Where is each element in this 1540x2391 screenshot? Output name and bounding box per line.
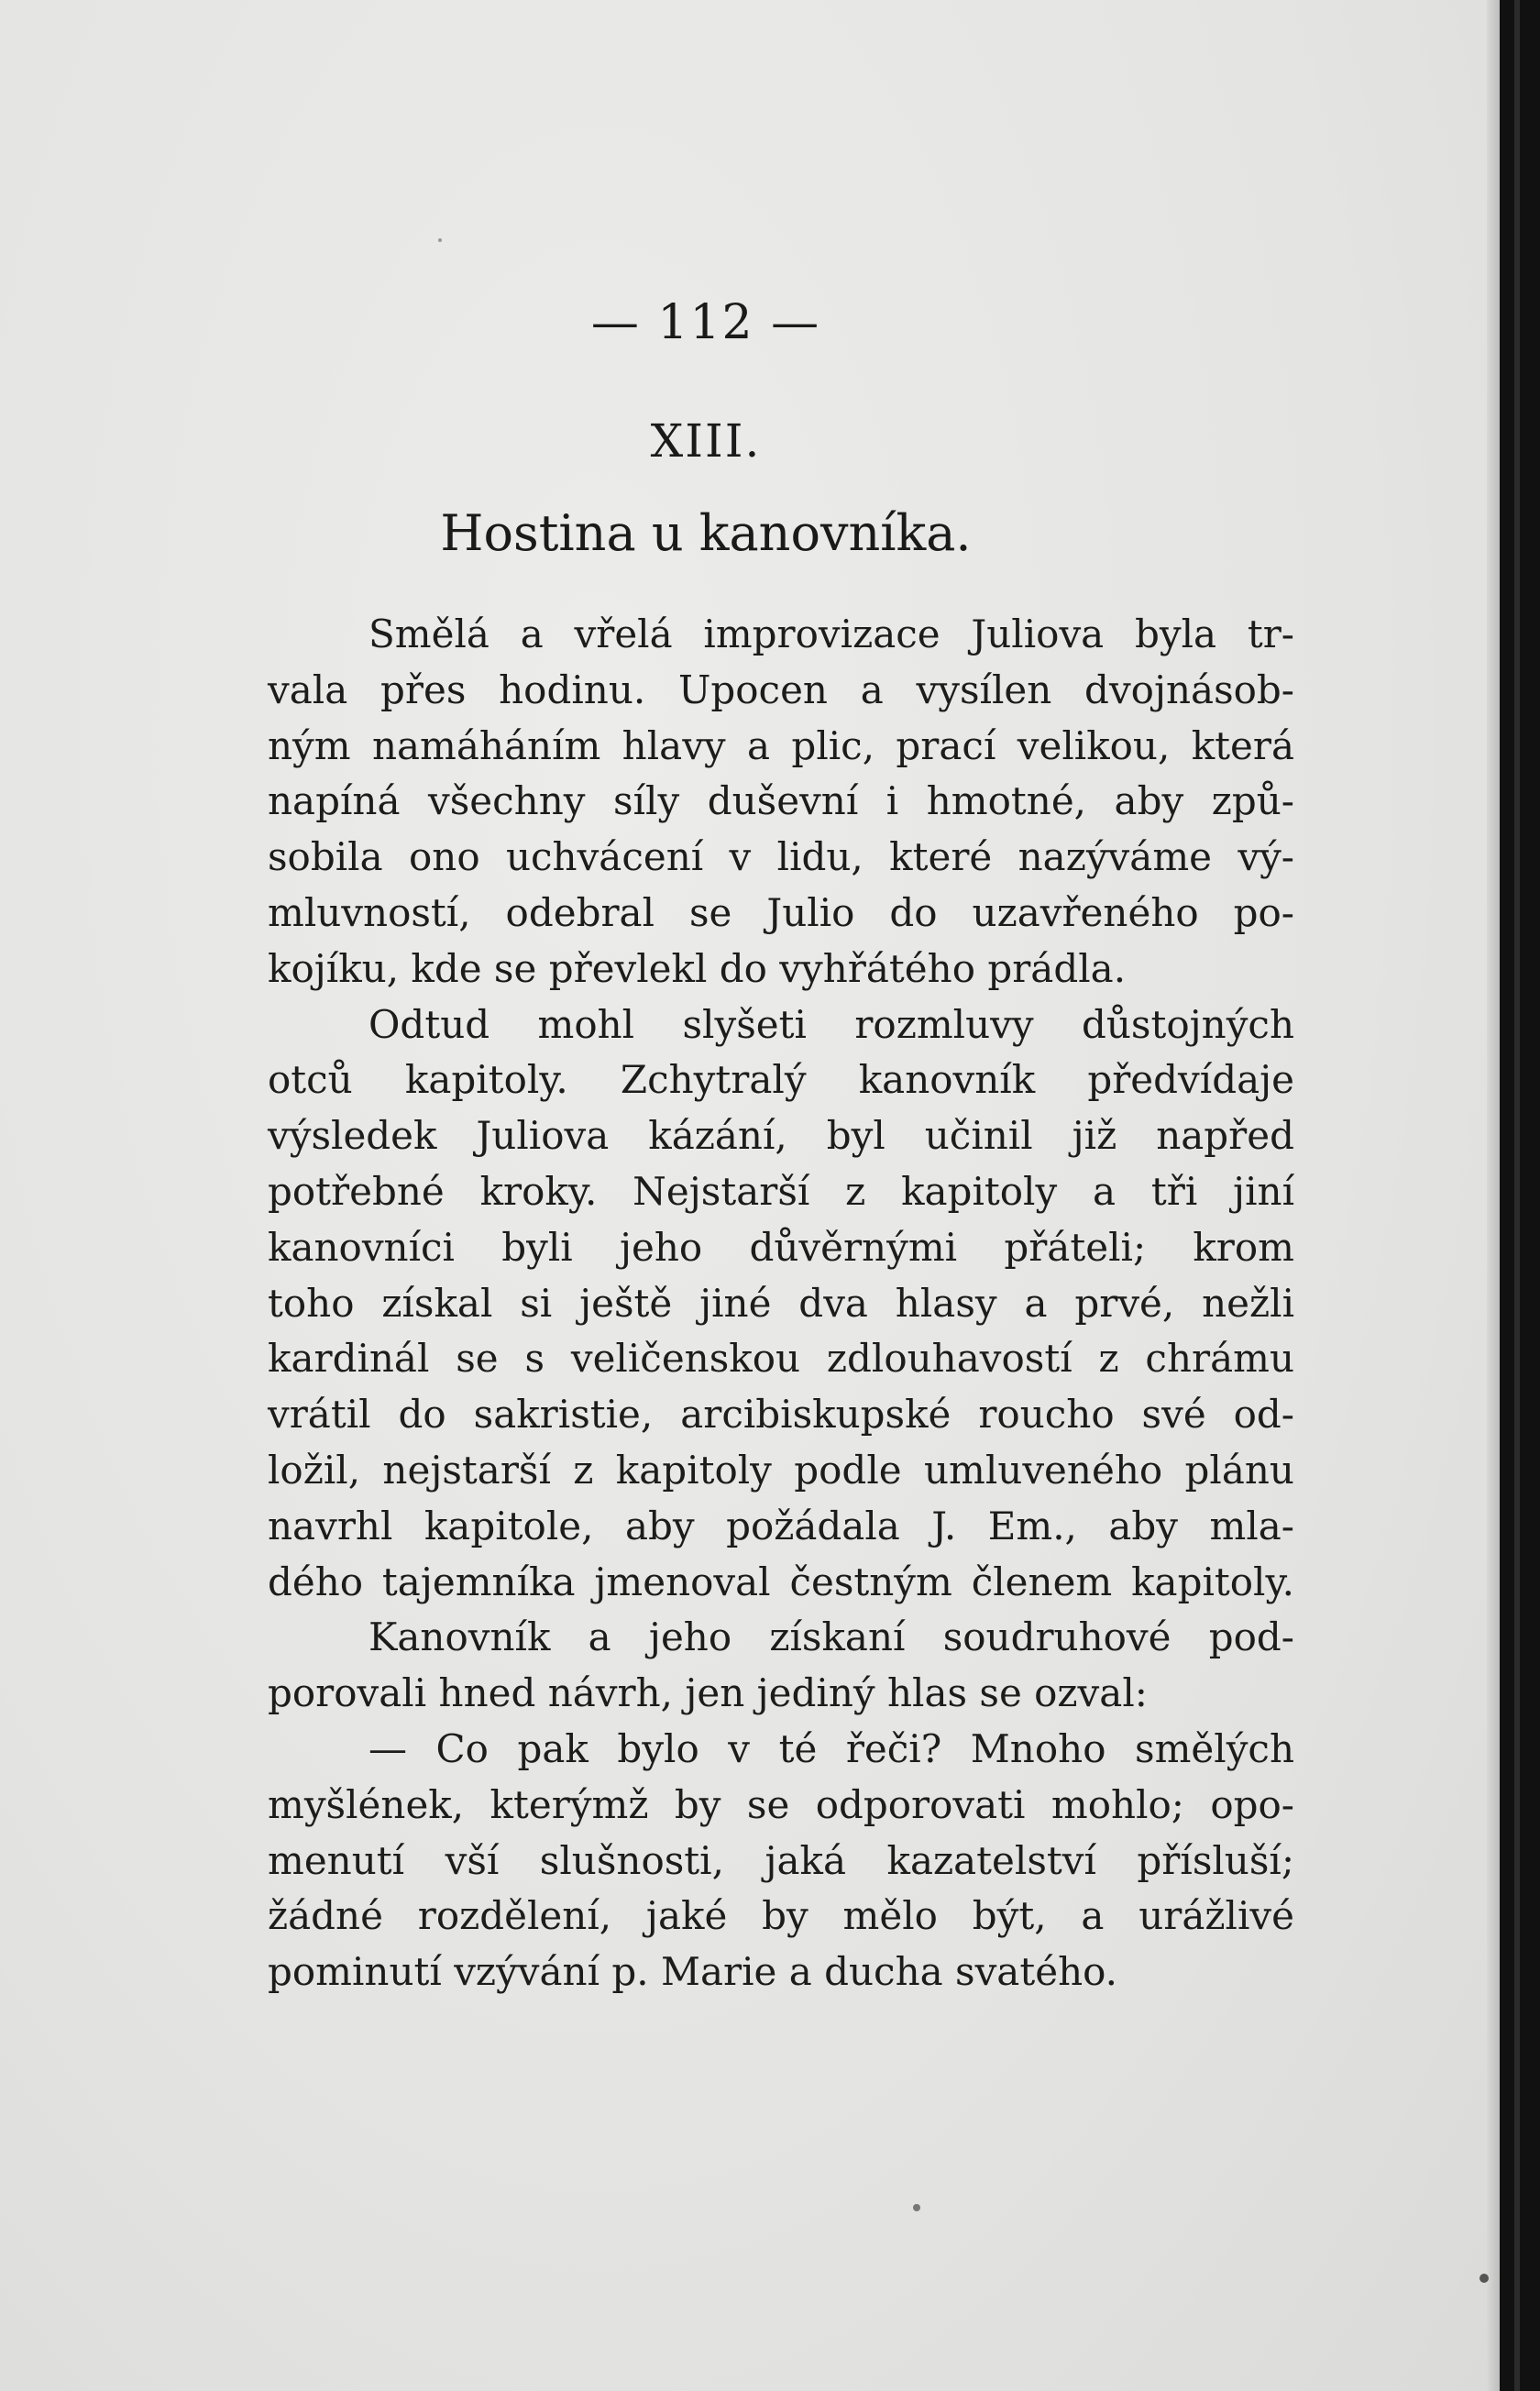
text-line: žádné rozdělení, jaké by mělo být, a urážlivé bbox=[268, 1893, 1294, 1939]
text-line: sobila ono uchvácení v lidu, které nazýváme vý- bbox=[268, 834, 1294, 880]
text-line: mluvností, odebral se Julio do uzavřeného po- bbox=[268, 889, 1294, 935]
paper-speck bbox=[913, 2204, 920, 2211]
paper-speck bbox=[438, 238, 442, 242]
text-line: ným namáháním hlavy a plic, prací velikou, která bbox=[268, 722, 1294, 768]
text-line: vala přes hodinu. Upocen a vysílen dvojnásob- bbox=[268, 667, 1294, 712]
chapter-number: XIII. bbox=[650, 414, 762, 468]
text-line: ložil, nejstarší z kapitoly podle umluveného plánu bbox=[268, 1447, 1294, 1493]
text-line: kanovníci byli jeho důvěrnými přáteli; krom bbox=[268, 1224, 1294, 1270]
scan-border-stripe bbox=[1514, 0, 1520, 2391]
text-line: výsledek Juliova kázání, byl učinil již napřed bbox=[268, 1113, 1294, 1159]
text-line: otců kapitoly. Zchytralý kanovník předvídaje bbox=[268, 1057, 1294, 1103]
text-line: toho získal si ještě jiné dva hlasy a prvé, nežli bbox=[268, 1280, 1294, 1326]
text-line: dého tajemníka jmenoval čestným členem kapitoly. bbox=[268, 1559, 1294, 1604]
text-line: Smělá a vřelá improvizace Juliova byla tr- bbox=[368, 612, 1294, 656]
text-line: kardinál se s veličenskou zdlouhavostí z chrámu bbox=[268, 1336, 1294, 1382]
text-line: porovali hned návrh, jen jediný hlas se ozval: bbox=[268, 1670, 1148, 1716]
text-line: Odtud mohl slyšeti rozmluvy důstojných bbox=[368, 1001, 1294, 1047]
text-line: myšlének, kterýmž by se odporovati mohlo; opo- bbox=[268, 1781, 1294, 1827]
text-line: pominutí vzývání p. Marie a ducha svatého. bbox=[268, 1949, 1118, 1995]
text-line: vrátil do sakristie, arcibiskupské roucho své od- bbox=[268, 1392, 1294, 1438]
page-edge bbox=[1487, 0, 1500, 2391]
text-line: menutí vší slušnosti, jaká kazatelství přísluší; bbox=[268, 1837, 1294, 1883]
text-line: Kanovník a jeho získaní soudruhové pod- bbox=[368, 1614, 1294, 1660]
body-text bbox=[268, 607, 1294, 2000]
scan-border bbox=[1500, 0, 1540, 2391]
text-line: napíná všechny síly duševní i hmotné, aby způ- bbox=[268, 778, 1294, 824]
text-line: — Co pak bylo v té řeči? Mnoho smělých bbox=[368, 1725, 1294, 1771]
text-line: navrhl kapitole, aby požádala J. Em., aby mla- bbox=[268, 1503, 1294, 1548]
paper-speck bbox=[1480, 2274, 1489, 2283]
page-number: — 112 — bbox=[590, 295, 821, 350]
text-line: kojíku, kde se převlekl do vyhřátého prádla. bbox=[268, 945, 1127, 991]
chapter-title: Hostina u kanovníka. bbox=[440, 504, 972, 562]
text-line: potřebné kroky. Nejstarší z kapitoly a tři jiní bbox=[268, 1168, 1294, 1214]
